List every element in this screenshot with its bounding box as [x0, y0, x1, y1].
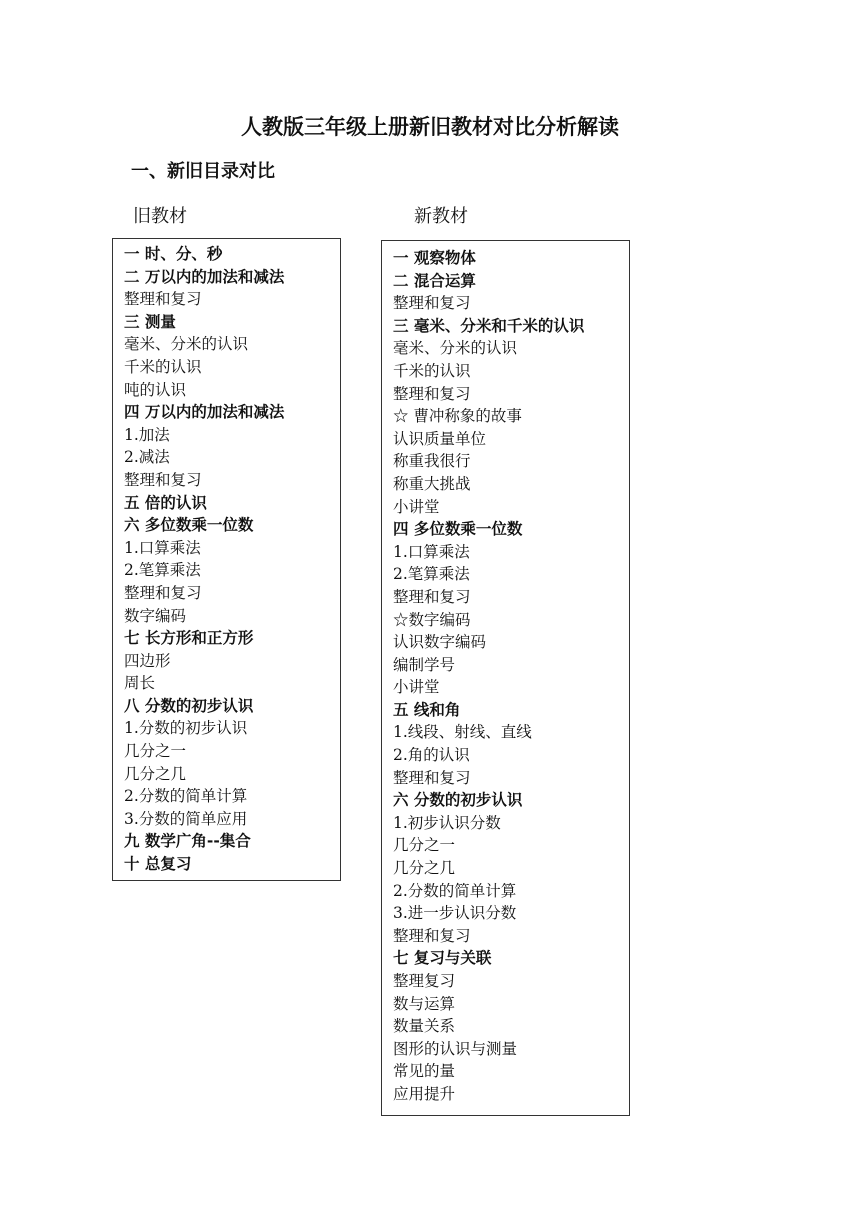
old-contents-item: 1.加法 [124, 425, 170, 444]
new-contents-item: 几分之几 [393, 859, 456, 878]
old-chapter-heading: 十 总复习 [124, 855, 192, 874]
new-contents-item: 小讲堂 [393, 497, 440, 516]
old-contents-item: 千米的认识 [124, 357, 202, 376]
old-chapter-heading: 八 分数的初步认识 [124, 696, 254, 715]
new-contents-item: 整理和复习 [393, 926, 471, 945]
new-contents-item: 认识数字编码 [393, 633, 487, 652]
old-contents-item: 几分之几 [124, 764, 187, 783]
new-contents-item: 1.口算乘法 [393, 542, 470, 561]
new-chapter-heading: 三 毫米、分米和千米的认识 [393, 316, 585, 335]
old-contents-item: 毫米、分米的认识 [124, 335, 249, 354]
new-contents-item: 1.初步认识分数 [393, 813, 501, 832]
old-contents-item: 整理和复习 [124, 470, 202, 489]
old-contents-item: 周长 [124, 674, 156, 693]
new-contents-item: 2.笔算乘法 [393, 565, 470, 584]
old-chapter-heading: 七 长方形和正方形 [124, 629, 254, 648]
new-contents-item: 2.角的认识 [393, 746, 470, 765]
new-chapter-heading: 一 观察物体 [393, 249, 476, 267]
old-chapter-heading: 六 多位数乘一位数 [124, 516, 254, 535]
old-contents-item: 3.分数的简单应用 [124, 809, 248, 828]
old-chapter-heading: 四 万以内的加法和减法 [124, 403, 285, 422]
new-chapter-heading: 六 分数的初步认识 [393, 791, 523, 810]
old-contents-item: 整理和复习 [124, 290, 202, 309]
new-chapter-heading: 四 多位数乘一位数 [393, 520, 523, 539]
new-contents-item: 认识质量单位 [393, 429, 487, 448]
new-contents-item: 数量关系 [393, 1017, 456, 1036]
new-chapter-heading: 二 混合运算 [393, 271, 476, 290]
section-heading: 一、新旧目录对比 [131, 161, 275, 182]
new-contents-item: 3.进一步认识分数 [393, 904, 517, 923]
document-title: 人教版三年级上册新旧教材对比分析解读 [241, 115, 619, 139]
new-contents-item: 应用提升 [393, 1084, 456, 1103]
old-chapter-heading: 一 时、分、秒 [124, 245, 223, 263]
new-contents-item: 整理和复习 [393, 384, 471, 403]
old-contents-item: 整理和复习 [124, 583, 202, 602]
old-contents-item: 2.减法 [124, 448, 170, 467]
new-contents-item: 整理和复习 [393, 587, 471, 606]
new-contents-item: ☆数字编码 [393, 610, 471, 629]
old-contents-item: 吨的认识 [124, 380, 187, 399]
old-textbook-label: 旧教材 [133, 206, 187, 227]
old-contents-item: 数字编码 [124, 606, 187, 625]
new-contents-item: 整理和复习 [393, 294, 471, 313]
new-contents-item: 整理复习 [393, 972, 456, 990]
new-contents-item: 小讲堂 [393, 678, 440, 697]
new-textbook-contents [381, 240, 630, 1116]
new-textbook-label: 新教材 [414, 206, 468, 227]
new-contents-item: 几分之一 [393, 836, 456, 855]
new-chapter-heading: 五 线和角 [393, 700, 461, 719]
old-textbook-contents [112, 238, 341, 881]
old-chapter-heading: 九 数学广角--集合 [124, 832, 251, 851]
new-contents-item: 常见的量 [393, 1062, 456, 1081]
new-contents-item: ☆ 曹冲称象的故事 [393, 407, 522, 426]
old-contents-item: 1.口算乘法 [124, 538, 201, 557]
old-chapter-heading: 三 测量 [124, 312, 176, 331]
new-chapter-heading: 七 复习与关联 [393, 949, 492, 968]
new-contents-item: 编制学号 [393, 655, 456, 674]
new-contents-item: 数与运算 [393, 994, 456, 1013]
new-contents-item: 称重大挑战 [393, 474, 471, 493]
new-contents-item: 整理和复习 [393, 768, 471, 787]
new-contents-item: 2.分数的简单计算 [393, 881, 517, 900]
new-contents-item: 毫米、分米的认识 [393, 339, 518, 358]
old-contents-item: 四边形 [124, 651, 171, 670]
old-chapter-heading: 二 万以内的加法和减法 [124, 267, 285, 286]
new-contents-item: 1.线段、射线、直线 [393, 723, 532, 742]
old-contents-item: 2.笔算乘法 [124, 561, 201, 580]
old-contents-item: 几分之一 [124, 742, 187, 761]
new-contents-item: 图形的认识与测量 [393, 1039, 518, 1058]
old-contents-item: 1.分数的初步认识 [124, 719, 248, 738]
old-contents-item: 2.分数的简单计算 [124, 787, 248, 806]
old-chapter-heading: 五 倍的认识 [124, 493, 207, 512]
new-contents-item: 称重我很行 [393, 452, 471, 471]
new-contents-item: 千米的认识 [393, 361, 471, 380]
